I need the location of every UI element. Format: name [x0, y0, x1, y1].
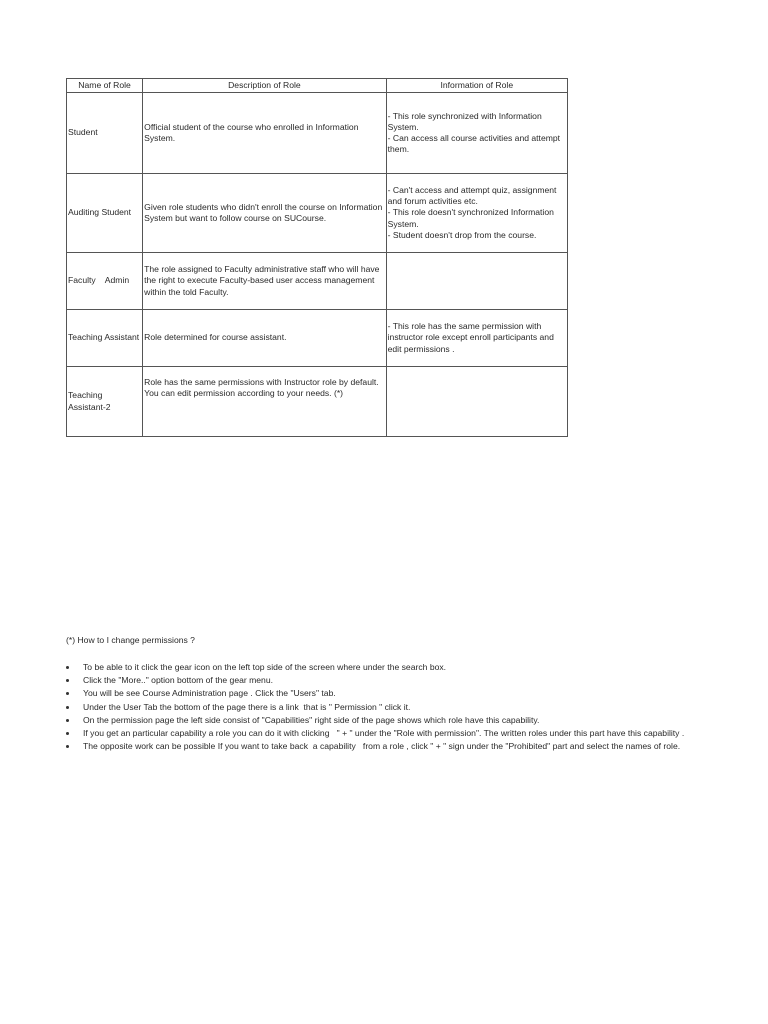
role-name-cell: Auditing Student	[67, 174, 143, 253]
step-text: You will be see Course Administration page . Click the "Users" tab.	[83, 688, 336, 699]
table-row	[67, 174, 568, 253]
role-info-line: - This role doesn't synchronized Information System.	[387, 207, 554, 229]
list-item	[66, 661, 696, 674]
role-info-line: - This role synchronized with Information System.	[387, 110, 542, 132]
table-header-row	[67, 79, 568, 93]
list-item	[66, 674, 696, 687]
role-name-cell: Teaching Assistant	[67, 310, 143, 367]
role-info-line: - Can access all course activities and attempt them.	[387, 133, 561, 155]
roles-table	[66, 78, 568, 437]
role-description-cell: Role determined for course assistant.	[143, 310, 386, 367]
list-item	[66, 714, 696, 727]
role-info-line: - Can't access and attempt quiz, assignment and forum activities etc.	[387, 184, 557, 207]
table-row	[67, 93, 568, 174]
step-text: The opposite work can be possible If you want to take back a capability from a role , click " + " sign under the "Prohibited" part and select the names of role.	[83, 741, 681, 752]
table-row	[67, 253, 568, 310]
step-text: Click the "More.." option bottom of the gear menu.	[83, 675, 274, 686]
list-item	[66, 687, 696, 700]
role-info-cell	[386, 367, 567, 437]
bullet-icon	[66, 732, 69, 735]
bullet-icon	[66, 719, 69, 722]
step-text: On the permission page the left side consist of "Capabilities" right side of the page shows which role have this capability.	[83, 714, 540, 725]
bullet-icon	[66, 706, 69, 709]
list-item	[66, 701, 696, 714]
role-name-cell: Faculty Admin	[67, 253, 143, 310]
table-row	[67, 310, 568, 367]
step-text: If you get an particular capability a role you can do it with clicking " + " under the "Role with permission". The written roles under this part have this capability .	[83, 728, 685, 739]
column-header-name: Name of Role	[67, 79, 143, 93]
step-text: Under the User Tab the bottom of the page there is a link that is " Permission " click it.	[83, 701, 411, 712]
bullet-icon	[66, 692, 69, 695]
role-name-cell: Student	[67, 93, 143, 174]
role-info-line: - Student doesn't drop from the course.	[387, 229, 537, 240]
table-row	[67, 367, 568, 437]
column-header-description: Description of Role	[143, 79, 386, 93]
role-info-cell	[386, 253, 567, 310]
bullet-icon	[66, 666, 69, 669]
list-item	[66, 727, 696, 740]
bullet-icon	[66, 679, 69, 682]
role-name-cell: Teaching Assistant-2	[67, 367, 143, 437]
role-description-cell: Official student of the course who enrolled in Information System.	[143, 93, 386, 174]
note-title: (*) How to I change permissions ?	[66, 635, 195, 645]
column-header-information: Information of Role	[386, 79, 567, 93]
step-text: To be able to it click the gear icon on the left top side of the screen where under the search box.	[83, 662, 447, 672]
role-description-cell: Given role students who didn't enroll the course on Information System but want to follow course on SUCourse.	[143, 174, 386, 253]
role-description-cell: Role has the same permissions with Instructor role by default. You can edit permission according to your needs. (*)	[143, 367, 386, 437]
instruction-list	[66, 661, 696, 753]
role-info-cell	[386, 310, 567, 367]
bullet-icon	[66, 745, 69, 748]
list-item	[66, 740, 696, 753]
role-info-cell	[386, 93, 567, 174]
role-info-line: - This role has the same permission with instructor role except enroll participants and edit permissions .	[387, 321, 554, 354]
role-description-cell: The role assigned to Faculty administrative staff who will have the right to execute Faculty-based user access management within the told Faculty.	[143, 253, 386, 310]
role-info-cell	[386, 174, 567, 253]
